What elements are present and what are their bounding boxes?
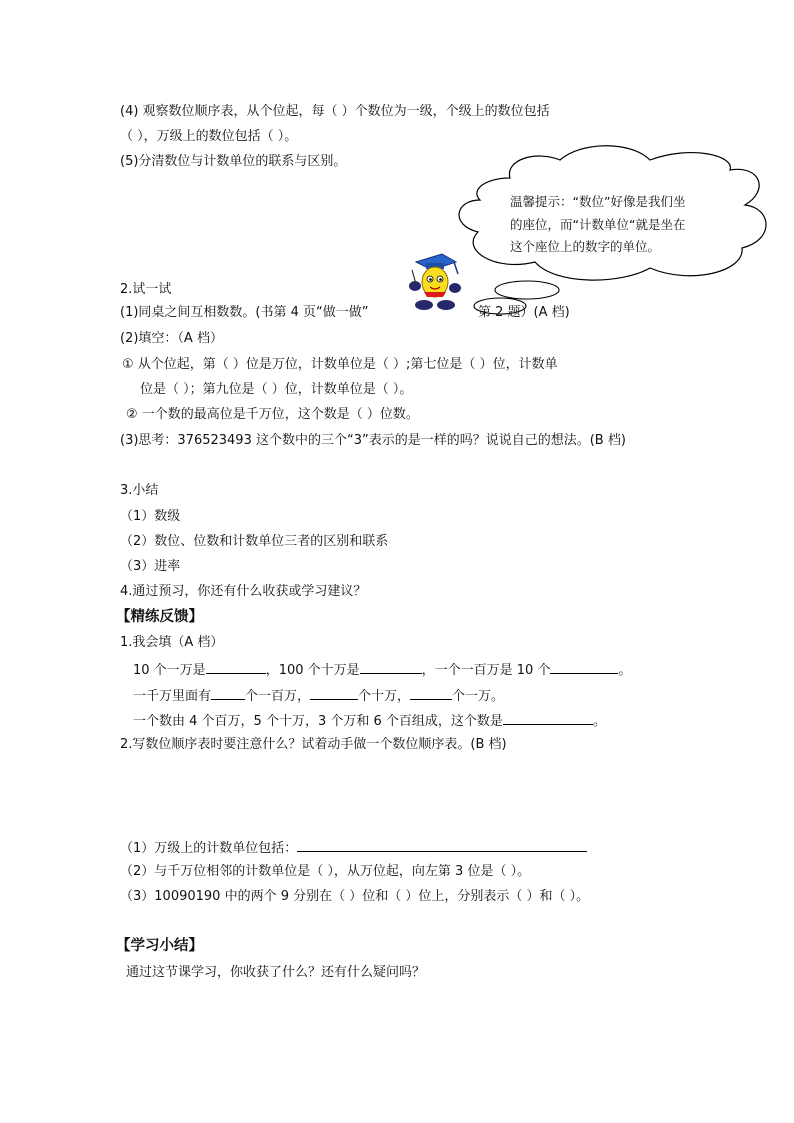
- fill-q2: ② 一个数的最高位是千万位，这个数是（ ）位数。: [126, 407, 419, 422]
- try-it-q1-left: (1)同桌之间互相数数。(书第 4 页“做一做”: [120, 305, 369, 320]
- blank-input[interactable]: [360, 660, 422, 674]
- fill-line-1: [133, 660, 631, 680]
- fill-line-3-part-b: 。: [592, 714, 606, 729]
- blank-input[interactable]: [297, 838, 587, 852]
- try-it-heading: 2.试一试: [120, 282, 172, 297]
- fill-line-2-part-c: 个十万，: [358, 689, 411, 704]
- thought-dot-large: [495, 281, 559, 299]
- blank-input[interactable]: [550, 660, 618, 674]
- question-5: (5)分清数位与计数单位的联系与区别。: [120, 154, 347, 169]
- fill-line-1-part-a: 10 个一万是: [133, 663, 206, 678]
- try-it-q1-right: 第 2 题）(A 档): [478, 305, 570, 320]
- study-summary-text: 通过这节课学习，你收获了什么？还有什么疑问吗？: [126, 965, 426, 980]
- fill-line-2-part-d: 个一万。: [452, 689, 505, 704]
- fill-q1-line-2: 位是（ ）；第九位是（ ）位，计数单位是（ ）。: [140, 382, 413, 397]
- gains-question: 4.通过预习，你还有什么收获或学习建议？: [120, 584, 367, 599]
- practice-q2: 2.写数位顺序表时要注意什么？试着动手做一个数位顺序表。(B 档): [120, 737, 507, 752]
- sub-question-1-text: （1）万级上的计数单位包括：: [120, 841, 298, 856]
- study-summary-heading: 【学习小结】: [116, 938, 203, 954]
- summary-item-1: （1）数级: [120, 509, 181, 524]
- fill-line-1-part-c: ，一个一百万是 10 个: [421, 663, 551, 678]
- practice-heading: 【精练反馈】: [116, 609, 203, 625]
- fill-q1-line-1: ① 从个位起，第（ ）位是万位，计数单位是（ ）;第七位是（ ）位，计数单: [122, 357, 558, 372]
- try-it-q2: (2)填空：（A 档）: [120, 331, 223, 346]
- sub-question-1: [120, 838, 587, 858]
- tip-line-2: 的座位，而“计数单位“就是坐在: [510, 217, 686, 232]
- blank-input[interactable]: [206, 660, 266, 674]
- practice-q1: 1.我会填（A 档）: [120, 635, 224, 650]
- mascot-icon: [404, 250, 466, 312]
- blank-input[interactable]: [310, 686, 358, 700]
- fill-line-2-part-a: 一千万里面有: [133, 689, 212, 704]
- think-question: (3)思考：376523493 这个数中的三个“3”表示的是一样的吗？说说自己的想法。(B 档): [120, 433, 626, 448]
- fill-line-3-part-a: 一个数由 4 个百万，5 个十万，3 个万和 6 个百组成，这个数是: [133, 714, 503, 729]
- fill-line-1-part-d: 。: [618, 663, 632, 678]
- tip-line-3: 这个座位上的数字的单位。: [510, 239, 661, 254]
- fill-line-2-part-b: 个一百万，: [245, 689, 311, 704]
- blank-input[interactable]: [410, 686, 452, 700]
- blank-input[interactable]: [503, 711, 593, 725]
- summary-item-2: （2）数位、位数和计数单位三者的区别和联系: [120, 534, 389, 549]
- thought-cloud: [459, 146, 766, 280]
- blank-input[interactable]: [211, 686, 245, 700]
- question-4-line-2: （ ），万级上的数位包括（ ）。: [120, 129, 298, 144]
- summary-heading: 3.小结: [120, 483, 159, 498]
- sub-question-3: （3）10090190 中的两个 9 分别在（ ）位和（ ）位上，分别表示（ ）和（ ）。: [120, 889, 590, 904]
- question-4-line-1: (4) 观察数位顺序表，从个位起，每（ ）个数位为一级，个级上的数位包括: [120, 104, 550, 119]
- summary-item-3: （3）进率: [120, 559, 181, 574]
- sub-question-2: （2）与千万位相邻的计数单位是（ ），从万位起，向左第 3 位是（ ）。: [120, 864, 531, 879]
- tip-line-1: 温馨提示：“数位”好像是我们坐: [510, 194, 686, 209]
- fill-line-1-part-b: ，100 个十万是: [265, 663, 360, 678]
- fill-line-3: [133, 711, 606, 731]
- fill-line-2: [133, 686, 504, 706]
